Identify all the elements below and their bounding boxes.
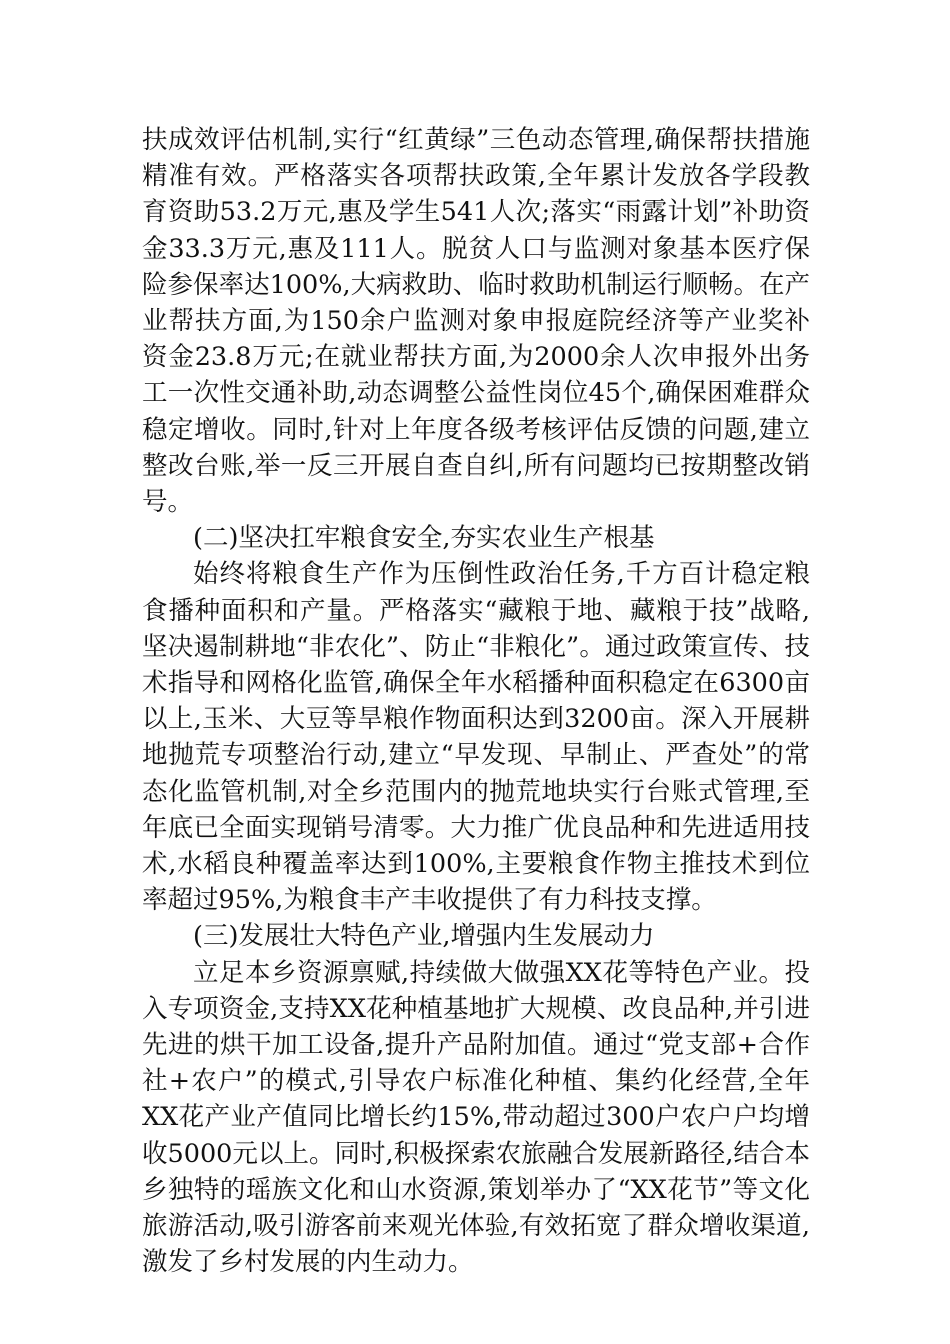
document-body [142, 122, 810, 1281]
paragraph-poverty-support-continued: 扶成效评估机制,实行“红黄绿”三色动态管理,确保帮扶措施精准有效。严格落实各项帮扶政策,全年累计发放各学段教育资助53.2万元,惠及学生541人次;落实“雨露计划”补助资金33.3万元,惠及111人。脱贫人口与监测对象基本医疗保险参保率达100%,大病救助、临时救助机制运行顺畅。在产业帮扶方面,为150余户监测对象申报庭院经济等产业奖补资金23.8万元;在就业帮扶方面,为2000余人次申报外出务工一次性交通补助,动态调整公益性岗位45个,确保困难群众稳定增收。同时,针对上年度各级考核评估反馈的问题,建立整改台账,举一反三开展自查自纠,所有问题均已按期整改销号。 [142, 125, 810, 518]
section-heading-specialty-industry: (三)发展壮大特色产业,增强内生发展动力 [193, 921, 655, 952]
section-heading-food-security: (二)坚决扛牢粮食安全,夯实农业生产根基 [193, 523, 655, 554]
paragraph-specialty-industry: 立足本乡资源禀赋,持续做大做强XX花等特色产业。投入专项资金,支持XX花种植基地扩大规模、改良品种,并引进先进的烘干加工设备,提升产品附加值。通过“党支部+合作社+农户”的模式,引导农户标准化种植、集约化经营,全年XX花产业产值同比增长约15%,带动超过300户农户户均增收5000元以上。同时,积极探索农旅融合发展新路径,结合本乡独特的瑶族文化和山水资源,策划举办了“XX花节”等文化旅游活动,吸引游客前来观光体验,有效拓宽了群众增收渠道,激发了乡村发展的内生动力。 [142, 957, 810, 1278]
paragraph-food-security: 始终将粮食生产作为压倒性政治任务,千方百计稳定粮食播种面积和产量。严格落实“藏粮于地、藏粮于技”战略,坚决遏制耕地“非农化”、防止“非粮化”。通过政策宣传、技术指导和网格化监管,确保全年水稻播种面积稳定在6300亩以上,玉米、大豆等旱粮作物面积达到3200亩。深入开展耕地抛荒专项整治行动,建立“早发现、早制止、严查处”的常态化监管机制,对全乡范围内的抛荒地块实行台账式管理,至年底已全面实现销号清零。大力推广优良品种和先进适用技术,水稻良种覆盖率达到100%,主要粮食作物主推技术到位率超过95%,为粮食丰产丰收提供了有力科技支撑。 [142, 559, 810, 916]
